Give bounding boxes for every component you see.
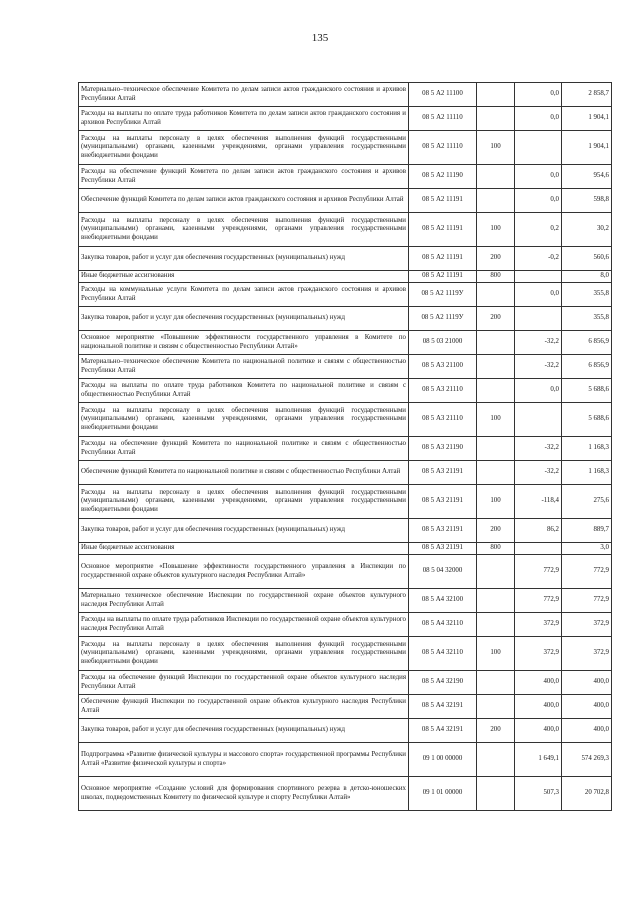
row-expense-type-cell: 200 [477, 247, 515, 271]
table-row [79, 695, 612, 719]
row-name-cell: Основное мероприятие «Повышение эффективности государственного управления в Инспекции по государственной охране объектов культурного наследия Республики Алтай» [79, 555, 409, 589]
row-code-cell: 08 5 А2 11100 [409, 83, 477, 107]
table-row [79, 519, 612, 543]
row-expense-type-cell [477, 283, 515, 307]
budget-table-body [79, 83, 612, 811]
row-code-cell: 08 5 А4 32100 [409, 589, 477, 613]
row-amount-cell: 275,6 [562, 485, 612, 519]
row-expense-type-cell: 100 [477, 403, 515, 437]
row-code-cell: 08 5 А2 1119У [409, 307, 477, 331]
row-code-cell: 08 5 А2 11190 [409, 165, 477, 189]
row-change-cell: 400,0 [515, 695, 562, 719]
row-code-cell: 08 5 А2 11191 [409, 213, 477, 247]
row-expense-type-cell [477, 165, 515, 189]
row-change-cell: 400,0 [515, 671, 562, 695]
row-change-cell: 372,9 [515, 613, 562, 637]
table-row [79, 555, 612, 589]
table-row [79, 247, 612, 271]
table-row [79, 283, 612, 307]
row-name-cell: Расходы на обеспечение функций Комитета по национальной политике и связям с общественностью Республики Алтай [79, 437, 409, 461]
row-amount-cell: 355,8 [562, 307, 612, 331]
table-row [79, 743, 612, 777]
row-expense-type-cell [477, 743, 515, 777]
table-row [79, 307, 612, 331]
row-expense-type-cell: 200 [477, 519, 515, 543]
row-name-cell: Материально–техническое обеспечение Комитета по национальной политике и связям с общественностью Республики Алтай [79, 355, 409, 379]
row-code-cell: 08 5 А4 32191 [409, 695, 477, 719]
row-expense-type-cell: 200 [477, 719, 515, 743]
row-amount-cell: 6 856,9 [562, 331, 612, 355]
row-amount-cell: 889,7 [562, 519, 612, 543]
row-amount-cell: 560,6 [562, 247, 612, 271]
row-expense-type-cell: 100 [477, 131, 515, 165]
row-code-cell: 08 5 А4 32191 [409, 719, 477, 743]
table-row [79, 355, 612, 379]
row-name-cell: Расходы на выплаты персоналу в целях обеспечения выполнения функций государственными (муниципальными) органами, казенными учреждениями, органами управления государственными внебюджетными фондами [79, 131, 409, 165]
table-row [79, 637, 612, 671]
row-amount-cell: 20 702,8 [562, 777, 612, 811]
row-amount-cell: 6 856,9 [562, 355, 612, 379]
row-code-cell: 08 5 А3 21190 [409, 437, 477, 461]
row-amount-cell: 2 858,7 [562, 83, 612, 107]
page-number: 135 [311, 32, 329, 44]
row-change-cell [515, 543, 562, 555]
table-row [79, 777, 612, 811]
table-row [79, 671, 612, 695]
row-name-cell: Расходы на выплаты по оплате труда работников Комитета по делам записи актов гражданского состояния и архивов Республики Алтай [79, 107, 409, 131]
row-amount-cell: 400,0 [562, 695, 612, 719]
row-name-cell: Расходы на обеспечение функций Инспекции по государственной охране объектов культурного наследия Республики Алтай [79, 671, 409, 695]
table-row [79, 131, 612, 165]
row-expense-type-cell [477, 695, 515, 719]
row-change-cell [515, 271, 562, 283]
row-amount-cell: 30,2 [562, 213, 612, 247]
row-name-cell: Закупка товаров, работ и услуг для обеспечения государственных (муниципальных) нужд [79, 519, 409, 543]
row-amount-cell: 5 688,6 [562, 379, 612, 403]
row-change-cell [515, 307, 562, 331]
row-change-cell: -0,2 [515, 247, 562, 271]
row-name-cell: Иные бюджетные ассигнования [79, 543, 409, 555]
row-expense-type-cell [477, 555, 515, 589]
row-expense-type-cell [477, 777, 515, 811]
row-expense-type-cell: 100 [477, 637, 515, 671]
row-expense-type-cell [477, 331, 515, 355]
table-row [79, 403, 612, 437]
row-code-cell: 08 5 А2 11110 [409, 107, 477, 131]
row-code-cell: 08 5 А2 11191 [409, 271, 477, 283]
row-change-cell: 0,0 [515, 83, 562, 107]
table-row [79, 589, 612, 613]
row-code-cell: 08 5 А2 11191 [409, 189, 477, 213]
row-change-cell: -32,2 [515, 355, 562, 379]
row-name-cell: Основное мероприятие «Повышение эффективности государственного управления в Комитете по национальной политике и связям с общественностью Республики Алтай» [79, 331, 409, 355]
row-change-cell: 772,9 [515, 589, 562, 613]
row-amount-cell: 400,0 [562, 671, 612, 695]
row-name-cell: Расходы на выплаты по оплате труда работников Комитета по национальной политике и связям с общественностью Республики Алтай [79, 379, 409, 403]
table-row [79, 331, 612, 355]
row-change-cell [515, 403, 562, 437]
row-amount-cell: 372,9 [562, 613, 612, 637]
row-code-cell: 08 5 А2 11110 [409, 131, 477, 165]
row-expense-type-cell [477, 189, 515, 213]
row-name-cell: Расходы на выплаты персоналу в целях обеспечения выполнения функций государственными (муниципальными) органами, казенными учреждениями, органами управления государственными внебюджетными фондами [79, 403, 409, 437]
row-name-cell: Подпрограмма «Развитие физической культуры и массового спорта» государственной программы Республики Алтай «Развитие физической культуры и спорта» [79, 743, 409, 777]
row-code-cell: 08 5 А3 21191 [409, 461, 477, 485]
row-code-cell: 08 5 А3 21191 [409, 485, 477, 519]
row-code-cell: 08 5 А3 21110 [409, 403, 477, 437]
table-row [79, 485, 612, 519]
row-expense-type-cell [477, 437, 515, 461]
row-name-cell: Расходы на выплаты персоналу в целях обеспечения выполнения функций государственными (муниципальными) органами, казенными учреждениями, органами управления государственными внебюджетными фондами [79, 637, 409, 671]
row-expense-type-cell [477, 461, 515, 485]
row-amount-cell: 574 269,3 [562, 743, 612, 777]
row-expense-type-cell [477, 589, 515, 613]
row-amount-cell: 1 168,3 [562, 461, 612, 485]
row-expense-type-cell [477, 379, 515, 403]
row-code-cell: 08 5 А4 32110 [409, 637, 477, 671]
table-row [79, 189, 612, 213]
row-name-cell: Закупка товаров, работ и услуг для обеспечения государственных (муниципальных) нужд [79, 247, 409, 271]
row-expense-type-cell [477, 671, 515, 695]
row-amount-cell: 772,9 [562, 589, 612, 613]
row-code-cell: 08 5 А3 21100 [409, 355, 477, 379]
row-expense-type-cell [477, 613, 515, 637]
row-change-cell: 0,0 [515, 107, 562, 131]
row-change-cell: 0,0 [515, 165, 562, 189]
row-amount-cell: 355,8 [562, 283, 612, 307]
row-change-cell: 86,2 [515, 519, 562, 543]
row-amount-cell: 1 904,1 [562, 107, 612, 131]
row-code-cell: 08 5 А2 1119У [409, 283, 477, 307]
row-amount-cell: 772,9 [562, 555, 612, 589]
row-name-cell: Расходы на выплаты персоналу в целях обеспечения выполнения функций государственными (муниципальными) органами, казенными учреждениями, органами управления государственными внебюджетными фондами [79, 485, 409, 519]
row-name-cell: Закупка товаров, работ и услуг для обеспечения государственных (муниципальных) нужд [79, 307, 409, 331]
row-name-cell: Материально–техническое обеспечение Комитета по делам записи актов гражданского состояния и архивов Республики Алтай [79, 83, 409, 107]
row-code-cell: 09 1 00 00000 [409, 743, 477, 777]
row-amount-cell: 8,0 [562, 271, 612, 283]
row-code-cell: 09 1 01 00000 [409, 777, 477, 811]
row-change-cell: 0,2 [515, 213, 562, 247]
row-change-cell: -118,4 [515, 485, 562, 519]
row-code-cell: 08 5 А3 21191 [409, 519, 477, 543]
row-amount-cell: 598,8 [562, 189, 612, 213]
row-expense-type-cell [477, 83, 515, 107]
row-name-cell: Расходы на обеспечение функций Комитета по делам записи актов гражданского состояния и архивов Республики Алтай [79, 165, 409, 189]
row-amount-cell: 400,0 [562, 719, 612, 743]
table-row [79, 379, 612, 403]
table-row [79, 613, 612, 637]
row-name-cell: Иные бюджетные ассигнования [79, 271, 409, 283]
row-change-cell: 1 649,1 [515, 743, 562, 777]
row-code-cell: 08 5 А3 21110 [409, 379, 477, 403]
row-name-cell: Расходы на выплаты по оплате труда работников Инспекции по государственной охране объектов культурного наследия Республики Алтай [79, 613, 409, 637]
row-change-cell: 0,0 [515, 189, 562, 213]
row-amount-cell: 3,0 [562, 543, 612, 555]
row-amount-cell: 1 168,3 [562, 437, 612, 461]
row-code-cell: 08 5 А2 11191 [409, 247, 477, 271]
row-change-cell: 372,9 [515, 637, 562, 671]
row-name-cell: Расходы на выплаты персоналу в целях обеспечения выполнения функций государственными (муниципальными) органами, казенными учреждениями, органами управления государственными внебюджетными фондами [79, 213, 409, 247]
row-code-cell: 08 5 04 32000 [409, 555, 477, 589]
row-name-cell: Обеспечение функций Комитета по делам записи актов гражданского состояния и архивов Республики Алтай [79, 189, 409, 213]
row-change-cell: -32,2 [515, 437, 562, 461]
row-code-cell: 08 5 03 21000 [409, 331, 477, 355]
table-row [79, 461, 612, 485]
row-name-cell: Обеспечение функций Комитета по национальной политике и связям с общественностью Республики Алтай [79, 461, 409, 485]
row-expense-type-cell: 100 [477, 213, 515, 247]
row-expense-type-cell: 800 [477, 271, 515, 283]
row-expense-type-cell: 100 [477, 485, 515, 519]
row-change-cell: -32,2 [515, 331, 562, 355]
row-amount-cell: 954,6 [562, 165, 612, 189]
table-row [79, 165, 612, 189]
row-name-cell: Обеспечение функций Инспекции по государственной охране объектов культурного наследия Республики Алтай [79, 695, 409, 719]
row-code-cell: 08 5 А4 32190 [409, 671, 477, 695]
table-row [79, 107, 612, 131]
table-row [79, 83, 612, 107]
row-amount-cell: 5 688,6 [562, 403, 612, 437]
table-row [79, 271, 612, 283]
table-row [79, 719, 612, 743]
row-name-cell: Материально техническое обеспечение Инспекции по государственной охране объектов культурного наследия Республики Алтай [79, 589, 409, 613]
row-change-cell [515, 131, 562, 165]
row-name-cell: Закупка товаров, работ и услуг для обеспечения государственных (муниципальных) нужд [79, 719, 409, 743]
row-expense-type-cell: 200 [477, 307, 515, 331]
row-expense-type-cell: 800 [477, 543, 515, 555]
row-expense-type-cell [477, 107, 515, 131]
row-code-cell: 08 5 А4 32110 [409, 613, 477, 637]
row-code-cell: 08 5 А3 21191 [409, 543, 477, 555]
table-row [79, 213, 612, 247]
row-change-cell: 0,0 [515, 283, 562, 307]
row-change-cell: 772,9 [515, 555, 562, 589]
row-name-cell: Расходы на коммунальные услуги Комитета по делам записи актов гражданского состояния и архивов Республики Алтай [79, 283, 409, 307]
row-name-cell: Основное мероприятие «Создание условий для формирования спортивного резерва в детско-юношеских школах, подведомственных Комитету по физической культуре и спорту Республики Алтай» [79, 777, 409, 811]
row-change-cell: 0,0 [515, 379, 562, 403]
row-expense-type-cell [477, 355, 515, 379]
row-change-cell: 400,0 [515, 719, 562, 743]
row-amount-cell: 372,9 [562, 637, 612, 671]
table-row [79, 437, 612, 461]
row-change-cell: -32,2 [515, 461, 562, 485]
budget-table [78, 82, 612, 811]
row-change-cell: 507,3 [515, 777, 562, 811]
table-row [79, 543, 612, 555]
row-amount-cell: 1 904,1 [562, 131, 612, 165]
